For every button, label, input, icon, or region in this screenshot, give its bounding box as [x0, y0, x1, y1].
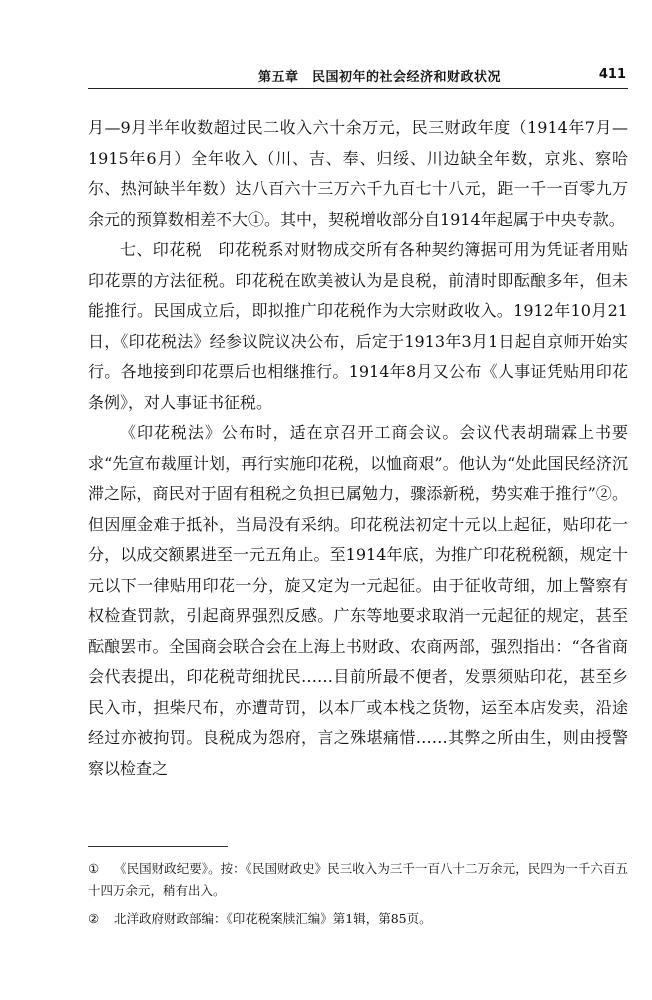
main-text [88, 113, 628, 784]
paragraph-continued: 月—9月半年收数超过民二收入六十余万元，民三财政年度（1914年7月—1915年6月）全年收入（川、吉、奉、归绥、川边缺全年数，京兆、察哈尔、热河缺半年数）达八百六十三万六千九百七十八元，距一千一百零九万余元的预算数相差不大①。其中，契税增收部分自1914年起属于中央专款。 [88, 118, 628, 229]
footnotes [88, 858, 628, 936]
footnote-2-mark: ② [88, 911, 100, 926]
paragraph-stamp-tax-law: 《印花税法》公布时，适在京召开工商会议。会议代表胡瑞霖上书要求“先宣布裁厘计划，再行实施印花税，以恤商艰”。他认为“处此国民经济沉滞之际，商民对于固有租税之负担已属勉力，骤添新税，势实难于推行”②。但因厘金难于抵补，当局没有采纳。印花税法初定十元以上起征，贴印花一分，以成交额累进至一元五角止。至1914年底，为推广印花税税额，规定十元以下一律贴用印花一分，旋又定为一元起征。由于征收苛细，加上警察有权检查罚款，引起商界强烈反感。广东等地要求取消一元起征的规定，甚至酝酿罢市。全国商会联合会在上海上书财政、农商两部，强烈指出：“各省商会代表提出，印花税苛细扰民……目前所最不便者，发票须贴印花，甚至乡民入市，担柴尺布，亦遭苛罚，以本厂或本栈之货物，运至本店发卖，沿途经过亦被拘罚。良税成为怨府，言之殊堪痛惜……其弊之所由生，则由授警察以检查之 [88, 423, 628, 778]
footnote-1-text: 《民国财政纪要》。按：《民国财政史》民三收入为三千一百八十二万余元，民四为一千六百五十四万余元，稍有出入。 [88, 861, 628, 898]
footnote-2-text: 北洋政府财政部编：《印花税案牍汇编》第1辑，第85页。 [114, 911, 432, 926]
page-number: 411 [598, 67, 626, 82]
running-header [88, 66, 628, 89]
footnote-2 [88, 908, 628, 930]
footnote-divider [88, 846, 228, 847]
footnote-1 [88, 858, 628, 902]
chapter-title: 第五章 民国初年的社会经济和财政状况 [258, 70, 502, 85]
footnote-1-mark: ① [88, 861, 100, 876]
paragraph-stamp-tax: 七、印花税 印花税系对财物成交所有各种契约簿据可用为凭证者用贴印花票的方法征税。印花税在欧美被认为是良税，前清时即酝酿多年，但未能推行。民国成立后，即拟推广印花税作为大宗财政收入。1912年10月21日，《印花税法》经参议院议决公布，后定于1913年3月1日起自京师开始实行。各地接到印花票后也相继推行。1914年8月又公布《人事证凭贴用印花条例》，对人事证书征税。 [88, 240, 628, 412]
